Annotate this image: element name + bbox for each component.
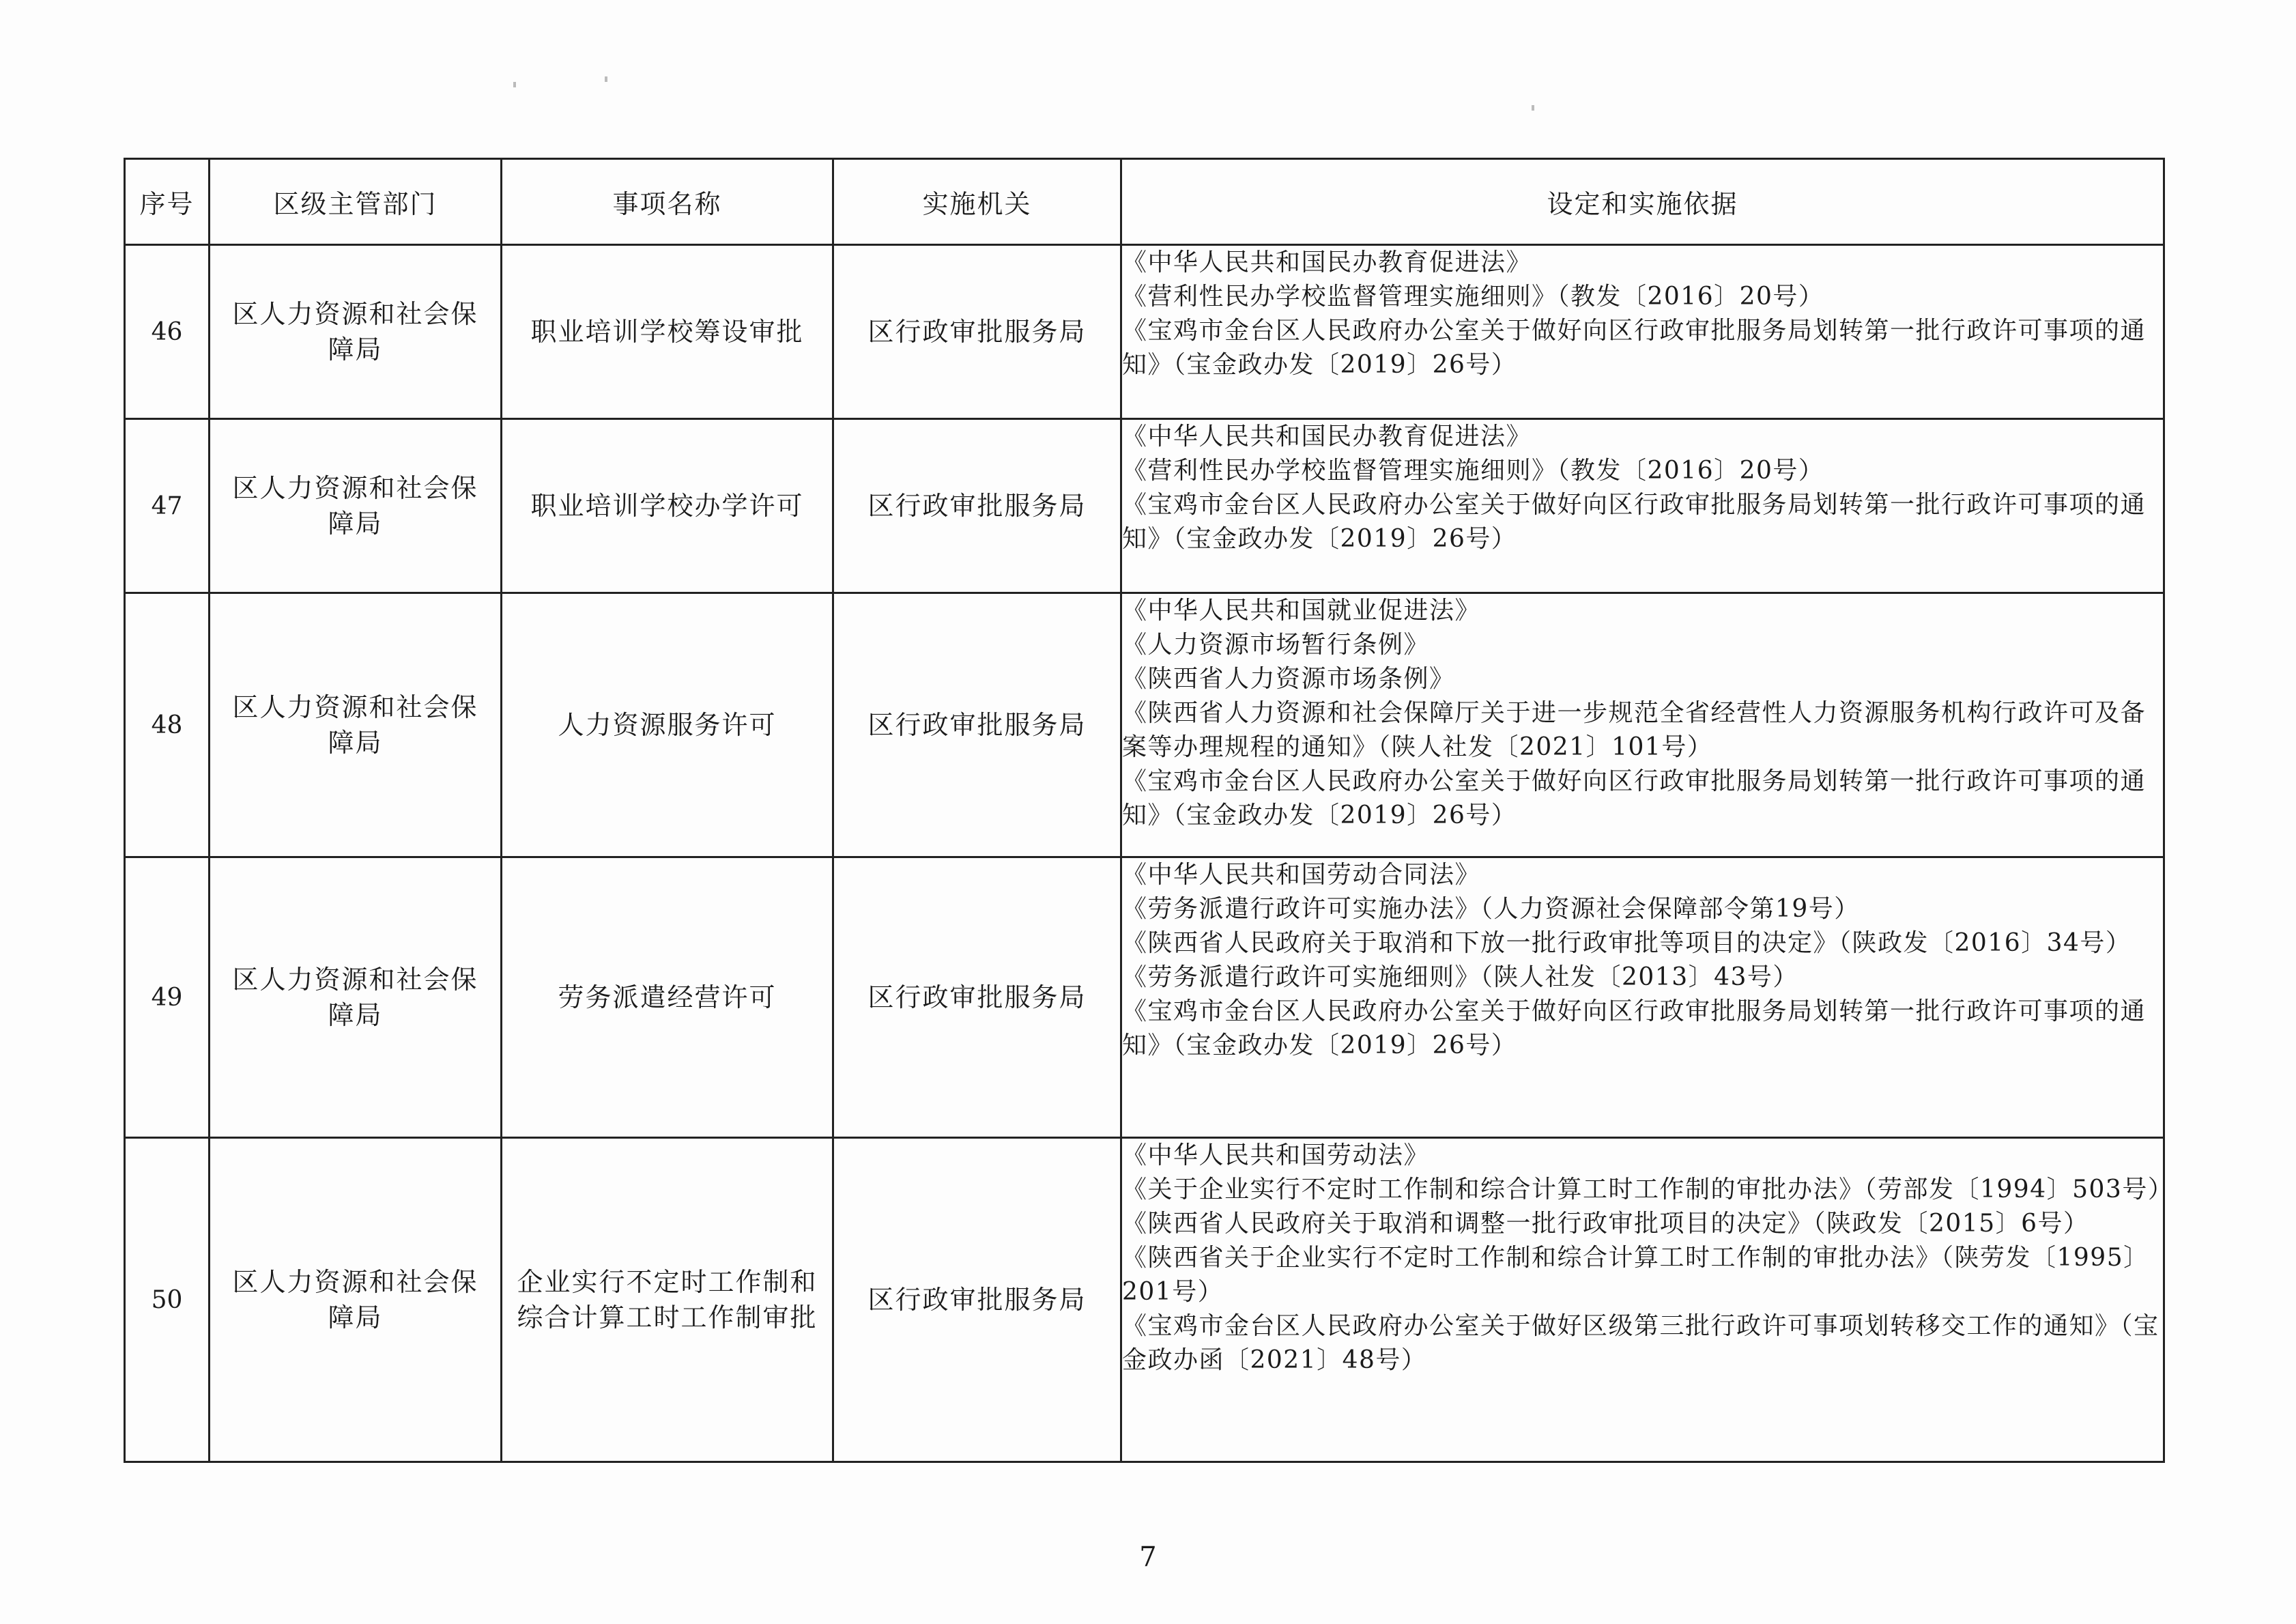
header-department: 区级主管部门 — [210, 159, 502, 245]
scan-speck — [513, 82, 516, 87]
department-text: 区人力资源和社会保障局 — [232, 1267, 478, 1333]
basis-line: 《陕西省人力资源和社会保障厅关于进一步规范全省经营性人力资源服务机构行政许可及备案等办理规程的通知》（陕人社发〔2021〕101号） — [1122, 699, 2147, 761]
basis-line: 《营利性民办学校监督管理实施细则》（教发〔2016〕20号） — [1122, 283, 1824, 311]
basis-line: 《中华人民共和国就业促进法》 — [1122, 597, 1481, 625]
department-text: 区人力资源和社会保障局 — [232, 299, 478, 365]
cell-basis — [1121, 857, 2164, 1138]
basis-line: 《中华人民共和国劳动法》 — [1122, 1141, 1430, 1169]
cell-department — [210, 593, 502, 857]
basis-line: 《宝鸡市金台区人民政府办公室关于做好向区行政审批服务局划转第一批行政许可事项的通知》（宝金政办发〔2019〕26号） — [1122, 491, 2147, 553]
header-item-name: 事项名称 — [502, 159, 833, 245]
cell-agency: 区行政审批服务局 — [833, 419, 1121, 593]
basis-line: 《陕西省人力资源市场条例》 — [1122, 665, 1455, 693]
cell-seq: 47 — [125, 419, 210, 593]
scan-speck — [605, 76, 607, 82]
cell-item-name: 职业培训学校筹设审批 — [502, 245, 833, 419]
cell-agency: 区行政审批服务局 — [833, 245, 1121, 419]
basis-line: 《劳务派遣行政许可实施办法》（人力资源社会保障部令第19号） — [1122, 895, 1860, 923]
basis-line: 《宝鸡市金台区人民政府办公室关于做好向区行政审批服务局划转第一批行政许可事项的通知》（宝金政办发〔2019〕26号） — [1122, 767, 2147, 829]
header-basis: 设定和实施依据 — [1121, 159, 2164, 245]
cell-department — [210, 245, 502, 419]
cell-department — [210, 1138, 502, 1462]
cell-item-name: 劳务派遣经营许可 — [502, 857, 833, 1138]
basis-line: 《陕西省人民政府关于取消和下放一批行政审批等项目的决定》（陕政发〔2016〕34号） — [1122, 929, 2132, 957]
basis-line: 《宝鸡市金台区人民政府办公室关于做好区级第三批行政许可事项划转移交工作的通知》（宝金政办函〔2021〕48号） — [1122, 1312, 2159, 1374]
cell-department — [210, 419, 502, 593]
cell-basis — [1121, 419, 2164, 593]
department-text: 区人力资源和社会保障局 — [232, 473, 478, 539]
cell-seq: 50 — [125, 1138, 210, 1462]
table-row — [125, 857, 2164, 1138]
basis-line: 《中华人民共和国劳动合同法》 — [1122, 861, 1481, 889]
cell-basis — [1121, 593, 2164, 857]
cell-item-name: 人力资源服务许可 — [502, 593, 833, 857]
cell-department — [210, 857, 502, 1138]
cell-item-name — [502, 1138, 833, 1462]
basis-line: 《关于企业实行不定时工作制和综合计算工时工作制的审批办法》（劳部发〔1994〕503号） — [1122, 1176, 2174, 1203]
table-row — [125, 1138, 2164, 1462]
cell-seq: 46 — [125, 245, 210, 419]
cell-agency: 区行政审批服务局 — [833, 593, 1121, 857]
item-name-text: 企业实行不定时工作制和综合计算工时工作制审批 — [517, 1267, 818, 1333]
page-number: 7 — [1139, 1541, 1157, 1573]
basis-line: 《宝鸡市金台区人民政府办公室关于做好向区行政审批服务局划转第一批行政许可事项的通知》（宝金政办发〔2019〕26号） — [1122, 317, 2147, 379]
cell-seq: 49 — [125, 857, 210, 1138]
cell-basis — [1121, 1138, 2174, 1462]
basis-line: 《营利性民办学校监督管理实施细则》（教发〔2016〕20号） — [1122, 457, 1824, 485]
basis-line: 《中华人民共和国民办教育促进法》 — [1122, 248, 1532, 276]
header-agency: 实施机关 — [833, 159, 1121, 245]
header-seq: 序号 — [125, 159, 210, 245]
basis-line: 《人力资源市场暂行条例》 — [1122, 631, 1430, 659]
basis-line: 《劳务派遣行政许可实施细则》（陕人社发〔2013〕43号） — [1122, 963, 1798, 991]
basis-line: 《中华人民共和国民办教育促进法》 — [1122, 423, 1532, 451]
basis-line: 《宝鸡市金台区人民政府办公室关于做好向区行政审批服务局划转第一批行政许可事项的通知》（宝金政办发〔2019〕26号） — [1122, 997, 2147, 1059]
basis-line: 《陕西省关于企业实行不定时工作制和综合计算工时工作制的审批办法》（陕劳发〔1995〕201号） — [1122, 1244, 2149, 1306]
cell-item-name: 职业培训学校办学许可 — [502, 419, 833, 593]
cell-agency: 区行政审批服务局 — [833, 1138, 1121, 1462]
table-row — [125, 593, 2164, 857]
cell-agency: 区行政审批服务局 — [833, 857, 1121, 1138]
basis-line: 《陕西省人民政府关于取消和调整一批行政审批项目的决定》（陕政发〔2015〕6号） — [1122, 1210, 2089, 1238]
cell-seq: 48 — [125, 593, 210, 857]
department-text: 区人力资源和社会保障局 — [232, 692, 478, 758]
approval-items-table — [124, 158, 2174, 1463]
cell-basis — [1121, 245, 2164, 419]
table-header-row — [125, 159, 2164, 245]
table-row — [125, 245, 2164, 419]
scan-speck — [1532, 105, 1534, 111]
department-text: 区人力资源和社会保障局 — [232, 965, 478, 1030]
table-row — [125, 419, 2164, 593]
